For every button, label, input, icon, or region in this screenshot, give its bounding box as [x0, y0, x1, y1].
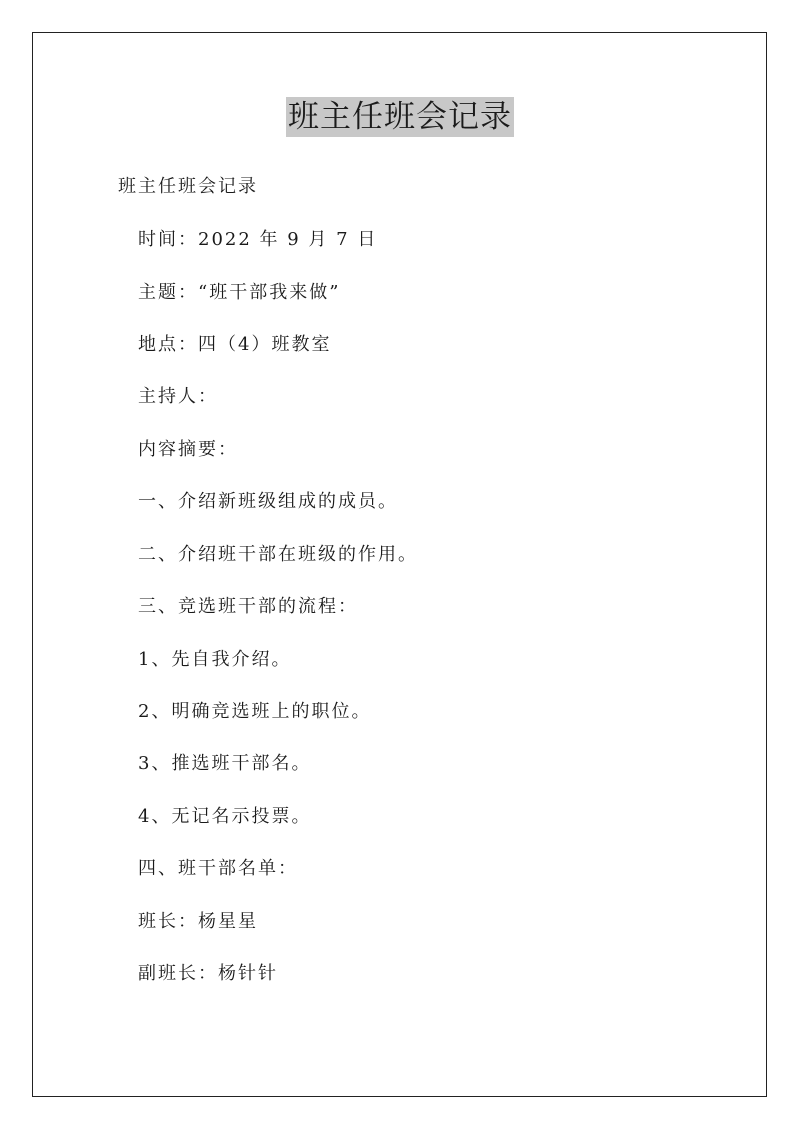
process-step-4: 4、无记名示投票。 [138, 806, 312, 827]
meeting-topic: 主题：“班干部我来做” [138, 282, 341, 303]
document-subtitle: 班主任班会记录 [118, 176, 258, 197]
summary-item-1: 一、介绍新班级组成的成员。 [138, 491, 398, 512]
summary-item-3: 三、竞选班干部的流程： [138, 596, 358, 617]
process-step-2: 2、明确竞选班上的职位。 [138, 701, 372, 722]
document-title: 班主任班会记录 [288, 99, 512, 135]
process-step-1: 1、先自我介绍。 [138, 649, 292, 670]
vice-class-monitor: 副班长：杨针针 [138, 963, 278, 984]
document-title-heading [0, 97, 800, 137]
content-summary-label: 内容摘要： [138, 439, 238, 460]
summary-item-2: 二、介绍班干部在班级的作用。 [138, 544, 418, 565]
process-step-3: 3、推选班干部名。 [138, 753, 312, 774]
meeting-host: 主持人： [138, 386, 218, 407]
summary-item-4: 四、班干部名单： [138, 858, 298, 879]
meeting-time: 时间：2022 年 9 月 7 日 [138, 229, 378, 250]
meeting-location: 地点：四（4）班教室 [138, 334, 332, 355]
class-monitor: 班长：杨星星 [138, 911, 258, 932]
